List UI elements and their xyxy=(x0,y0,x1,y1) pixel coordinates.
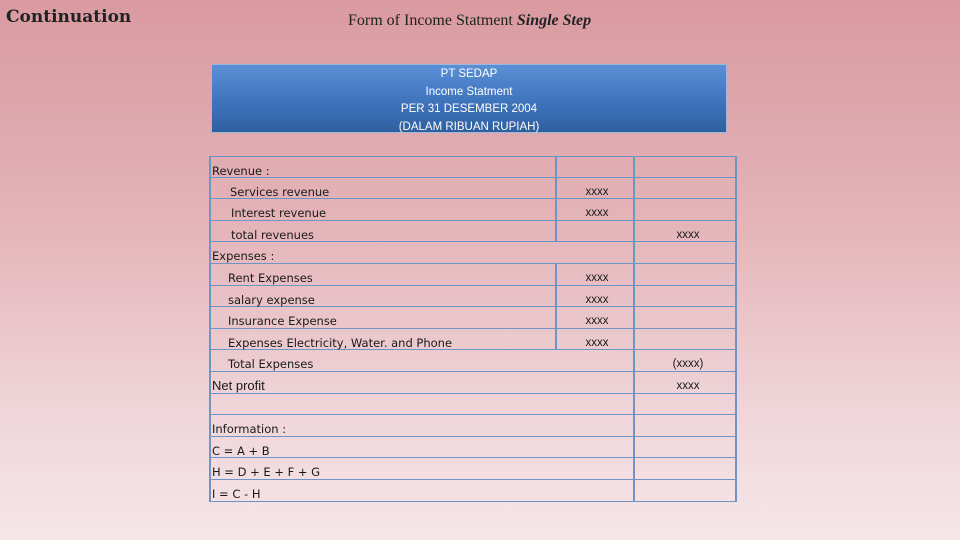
row-label: C = A + B xyxy=(212,443,270,458)
total-amount: xxxx xyxy=(676,380,700,392)
slide-title xyxy=(348,12,591,30)
detail-amount: xxxx xyxy=(585,207,609,220)
detail-amount xyxy=(555,458,639,478)
detail-amount xyxy=(555,437,639,457)
total-amount xyxy=(637,437,739,457)
row-label: Interest revenue xyxy=(231,206,327,221)
table-column-divider xyxy=(735,156,737,502)
row-label: Insurance Expense xyxy=(228,314,337,329)
detail-amount xyxy=(555,242,639,262)
total-amount xyxy=(637,415,739,435)
total-amount xyxy=(637,242,739,262)
table-row xyxy=(210,329,737,351)
table-row xyxy=(210,350,737,372)
table-row xyxy=(210,415,737,437)
corner-title: Continuation xyxy=(6,7,132,27)
table-row xyxy=(210,221,737,243)
income-statement-table xyxy=(210,156,737,502)
slide-title-emphasis: Single Step xyxy=(516,12,592,29)
row-label: I = C - H xyxy=(212,487,261,501)
row-label: H = D + E + F + G xyxy=(212,465,321,480)
detail-amount: xxxx xyxy=(585,272,609,284)
total-amount xyxy=(637,394,739,414)
table-column-divider xyxy=(555,264,557,350)
table-row xyxy=(210,372,737,394)
table-row xyxy=(210,458,737,480)
slide-title-main: Form of Income Statment xyxy=(348,12,513,29)
table-row xyxy=(210,242,737,264)
total-amount xyxy=(637,157,739,177)
detail-amount xyxy=(555,157,639,177)
total-amount xyxy=(637,480,739,500)
table-row xyxy=(210,178,737,200)
table-row xyxy=(210,480,737,502)
row-label: Expenses Electricity, Water. and Phone xyxy=(228,335,453,350)
row-label: Net profit xyxy=(212,378,265,393)
row-label: salary expense xyxy=(228,292,315,307)
statement-header xyxy=(211,64,727,133)
table-row xyxy=(210,307,737,329)
table-column-divider xyxy=(633,156,635,502)
table-column-divider xyxy=(209,156,211,502)
detail-amount xyxy=(555,221,639,241)
detail-amount: xxxx xyxy=(585,315,609,328)
row-label: Rent Expenses xyxy=(228,271,313,285)
total-amount xyxy=(637,286,739,306)
statement-unit: (DALAM RIBUAN RUPIAH) xyxy=(398,120,540,133)
detail-amount: xxxx xyxy=(585,336,609,349)
table-row xyxy=(210,199,737,221)
table-row xyxy=(210,156,737,178)
table-column-divider xyxy=(555,156,557,242)
detail-amount xyxy=(555,480,639,500)
detail-amount xyxy=(555,394,639,414)
table-row xyxy=(210,437,737,459)
total-amount xyxy=(637,458,739,478)
total-amount xyxy=(637,199,739,219)
table-row xyxy=(210,394,737,416)
row-label: Services revenue xyxy=(230,184,330,199)
row-label: Expenses : xyxy=(212,249,275,264)
total-amount: (xxxx) xyxy=(672,358,704,371)
company-name: PT SEDAP xyxy=(440,68,498,80)
detail-amount: xxxx xyxy=(585,185,609,198)
total-amount xyxy=(637,264,739,284)
detail-amount xyxy=(555,415,639,435)
table-row xyxy=(210,264,737,286)
total-amount: xxxx xyxy=(676,228,700,241)
table-row xyxy=(210,286,737,308)
detail-amount xyxy=(555,372,639,392)
statement-name: Income Statment xyxy=(425,85,513,98)
total-amount xyxy=(637,307,739,327)
statement-period: PER 31 DESEMBER 2004 xyxy=(400,103,538,115)
detail-amount xyxy=(555,350,639,370)
total-amount xyxy=(637,178,739,198)
row-label: Total Expenses xyxy=(228,357,314,372)
row-label: total revenues xyxy=(231,227,315,242)
total-amount xyxy=(637,329,739,349)
row-label: Information : xyxy=(212,422,287,437)
detail-amount: xxxx xyxy=(585,293,609,306)
row-label: Revenue : xyxy=(212,164,270,178)
